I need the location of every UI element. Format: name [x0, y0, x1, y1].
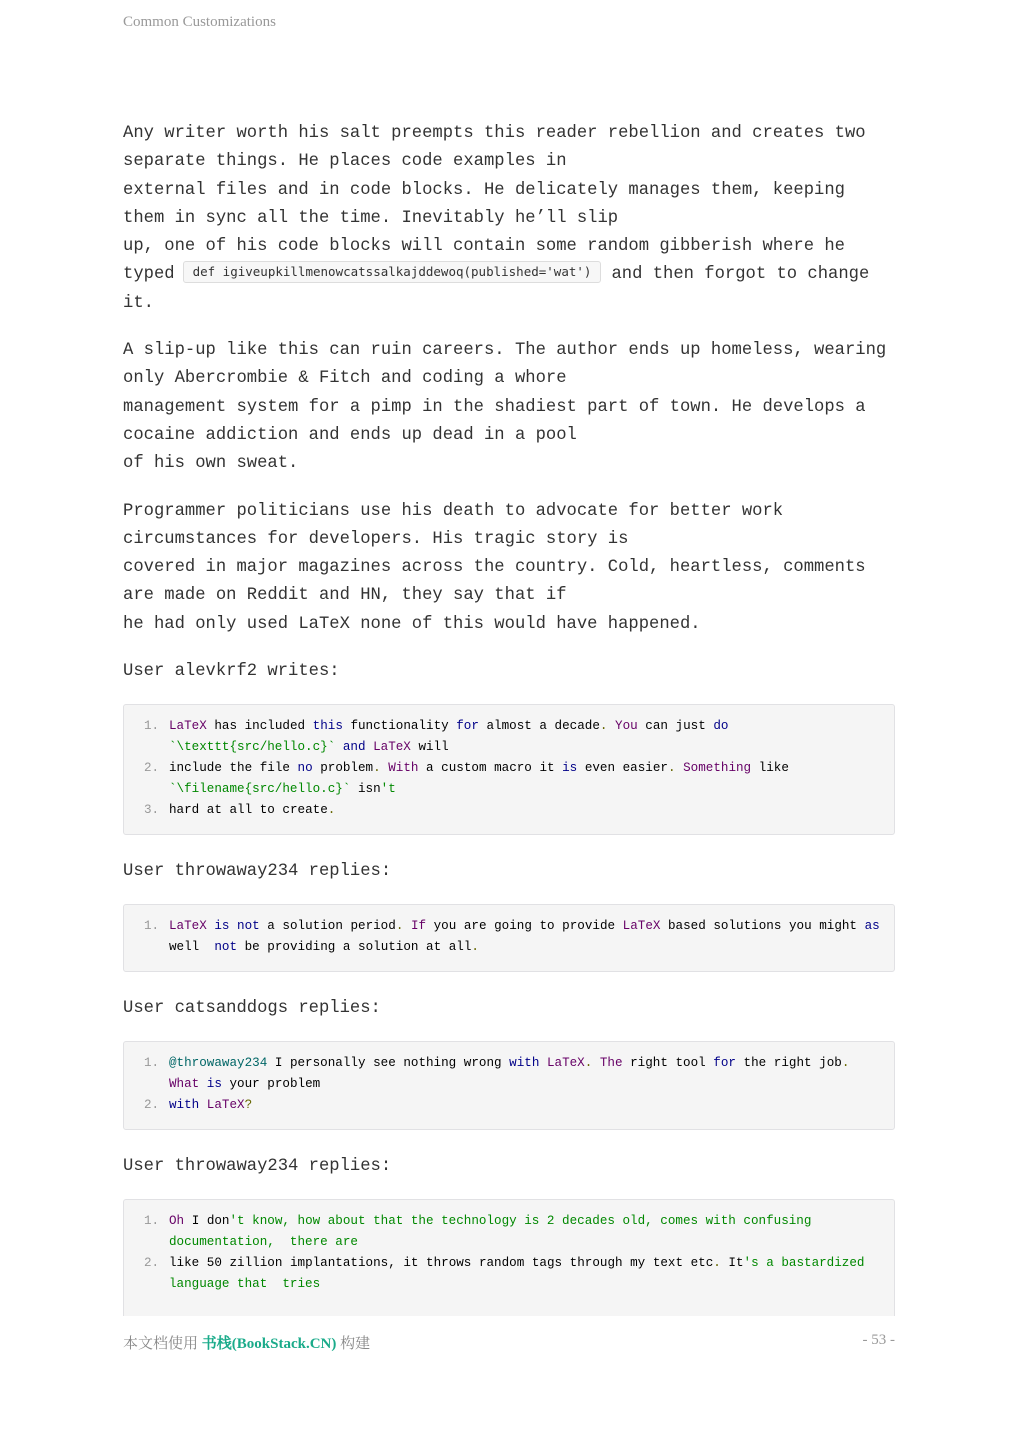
code-line: [144, 1095, 880, 1116]
paragraph: [123, 337, 895, 478]
paragraph-line: separate things. He places code examples in: [123, 152, 567, 172]
line-number: 2.: [144, 1256, 160, 1271]
code-text: @throwaway234 I personally see nothing wrong with LaTeX. The right tool for the right job. What is your problem: [169, 1056, 850, 1092]
line-number: 1.: [144, 919, 160, 934]
paragraph: [123, 120, 895, 318]
inline-code: def igiveupkillmenowcatssalkajddewoq(published='wat'): [183, 261, 602, 283]
code-text: like 50 zillion implantations, it throws random tags through my text etc. It's a bastardized language that tries: [169, 1256, 873, 1292]
page-number: - 53 -: [862, 1332, 895, 1348]
paragraph-line: [123, 261, 895, 289]
paragraph-line: up, one of his code blocks will contain some random gibberish where he: [123, 237, 845, 257]
paragraph-line: Any writer worth his salt preempts this reader rebellion and creates two: [123, 124, 866, 143]
comment-heading: User alevkrf2 writes:: [123, 662, 340, 682]
paragraph: [123, 498, 895, 639]
line-number: 3.: [144, 803, 160, 818]
paragraph-line: of his own sweat.: [123, 454, 299, 474]
paragraph-line: cocaine addiction and ends up dead in a pool: [123, 425, 577, 445]
code-line: [144, 1211, 880, 1253]
footer-suffix: 构建: [340, 1336, 371, 1352]
comment-heading: User throwaway234 replies:: [123, 862, 392, 882]
code-block: [123, 1199, 895, 1316]
paragraph-line: external files and in code blocks. He delicately manages them, keeping: [123, 180, 845, 200]
page-content: [123, 120, 895, 1316]
code-block: [123, 904, 895, 972]
paragraph-line: are made on Reddit and HN, they say that if: [123, 586, 567, 606]
code-line: [144, 716, 880, 758]
paragraph-line: Programmer politicians use his death to advocate for better work: [123, 501, 784, 521]
code-text: LaTeX is not a solution period. If you are going to provide LaTeX based solutions you might as well not be providing a solution at all.: [169, 919, 880, 955]
code-line: [144, 1053, 880, 1095]
paragraph-line: covered in major magazines across the country. Cold, heartless, comments: [123, 558, 866, 578]
paragraph-text: and then forgot to change: [611, 265, 870, 285]
line-number: 2.: [144, 1098, 160, 1113]
footer-prefix: 本文档使用: [123, 1336, 199, 1352]
line-number: 1.: [144, 1214, 160, 1229]
paragraph-line: A slip-up like this can ruin careers. The author ends up homeless, wearing: [123, 341, 887, 361]
paragraph-text: typed: [123, 265, 175, 285]
paragraph-line: them in sync all the time. Inevitably he’ll slip: [123, 208, 619, 228]
bookstack-link[interactable]: 书栈(BookStack.CN): [201, 1336, 337, 1352]
paragraph-line: he had only used LaTeX none of this would have happened.: [123, 614, 701, 634]
code-line: [144, 758, 880, 800]
code-line: [144, 916, 880, 958]
paragraph-line: only Abercrombie & Fitch and coding a whore: [123, 369, 567, 389]
comment-heading: User throwaway234 replies:: [123, 1157, 392, 1177]
running-header: Common Customizations: [123, 14, 276, 30]
line-number: 1.: [144, 719, 160, 734]
code-text: LaTeX has included this functionality for almost a decade. You can just do `\texttt{src/hello.c}` and LaTeX will: [169, 719, 729, 755]
code-text: hard at all to create.: [169, 803, 336, 818]
code-text: Oh I don't know, how about that the technology is 2 decades old, comes with confusing documentation, there are: [169, 1214, 819, 1250]
line-number: 1.: [144, 1056, 160, 1071]
paragraph-line: management system for a pimp in the shadiest part of town. He develops a: [123, 397, 866, 417]
code-text: with LaTeX?: [169, 1098, 253, 1113]
line-number: 2.: [144, 761, 160, 776]
paragraph-line: circumstances for developers. His tragic story is: [123, 529, 629, 549]
code-line: [144, 1253, 880, 1295]
code-block: [123, 1041, 895, 1130]
paragraph-line: it.: [123, 293, 154, 313]
code-line: [144, 800, 880, 821]
code-text: include the file no problem. With a custom macro it is even easier. Something like `\filename{src/hello.c}` isn't: [169, 761, 789, 797]
page-footer: [123, 1332, 370, 1353]
comment-heading: User catsanddogs replies:: [123, 999, 381, 1019]
code-block: [123, 704, 895, 835]
